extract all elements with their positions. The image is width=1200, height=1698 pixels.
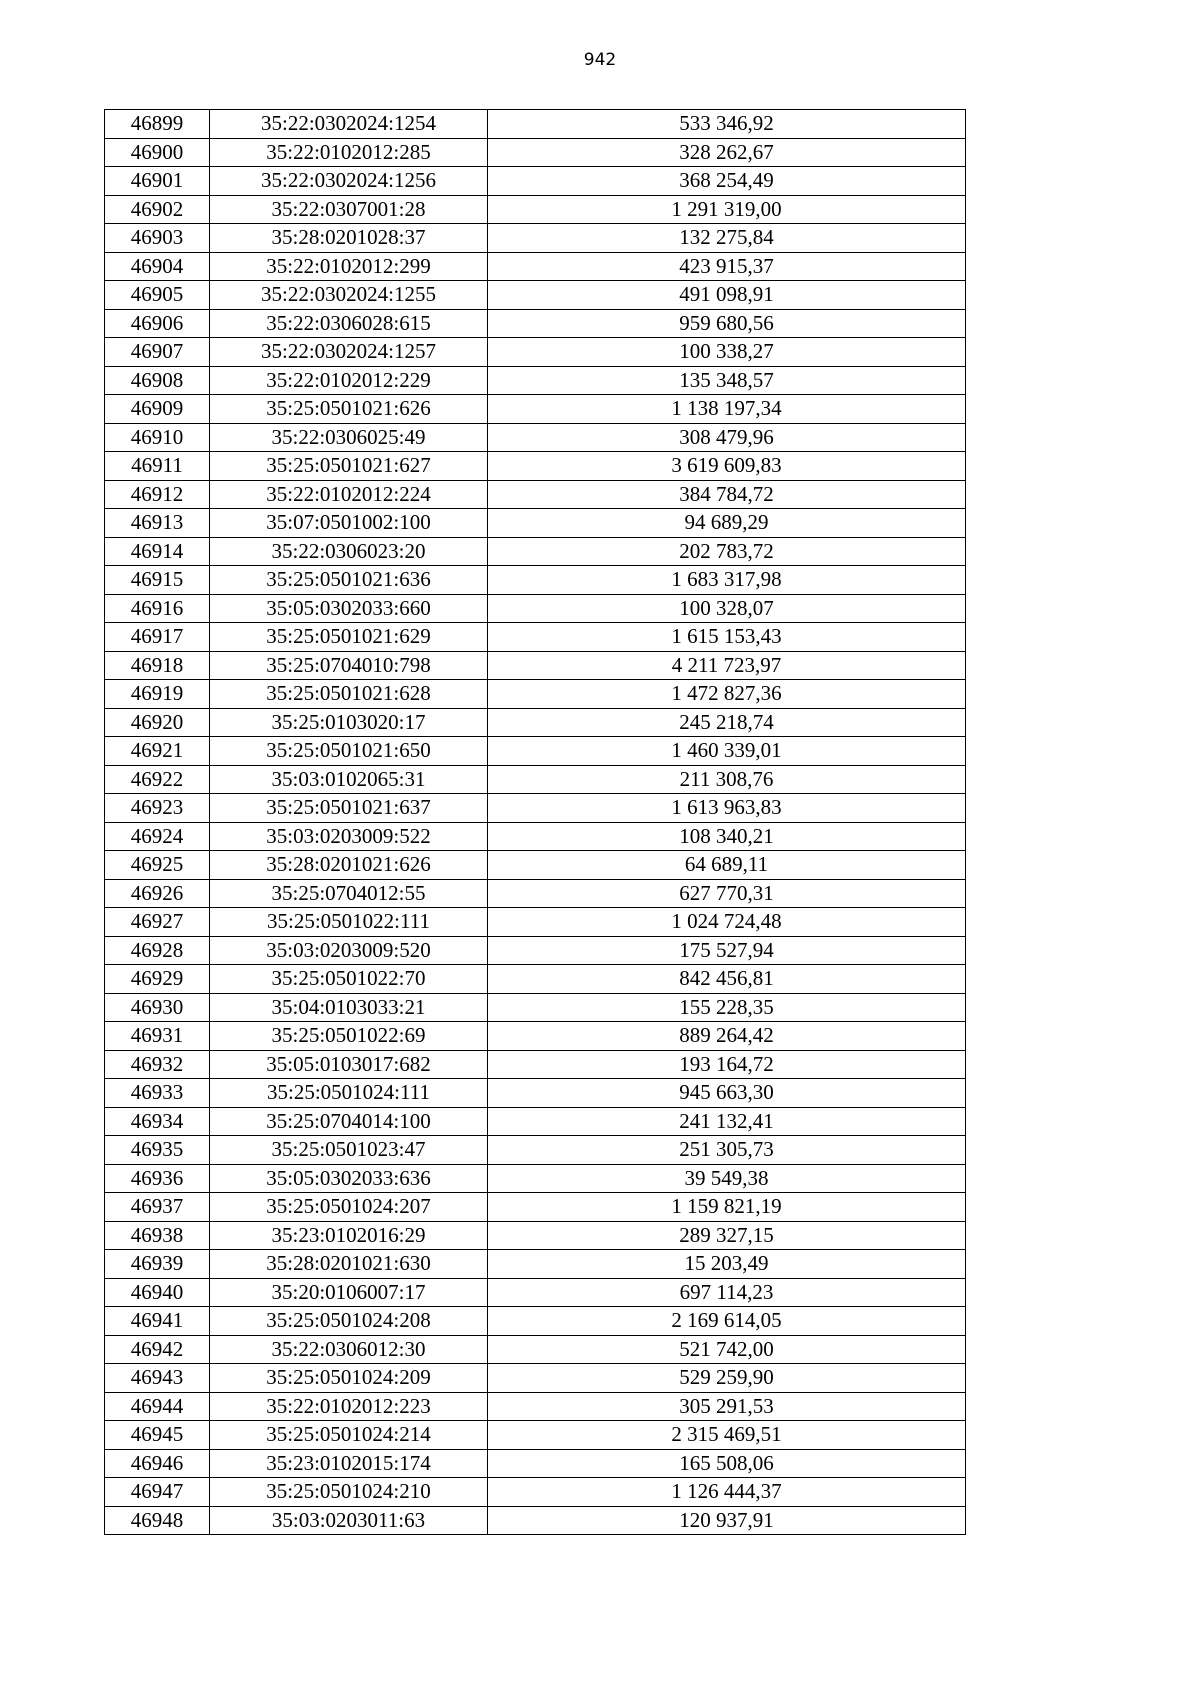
row-number-cell: 46923 (105, 794, 210, 823)
cadastral-value-cell: 15 203,49 (488, 1250, 966, 1279)
table-row (105, 851, 966, 880)
row-number-cell: 46901 (105, 167, 210, 196)
cadastral-number-cell: 35:22:0102012:299 (210, 252, 488, 281)
row-number-cell: 46911 (105, 452, 210, 481)
table-row (105, 1449, 966, 1478)
cadastral-value-cell: 64 689,11 (488, 851, 966, 880)
cadastral-value-cell: 202 783,72 (488, 537, 966, 566)
cadastral-number-cell: 35:23:0102016:29 (210, 1221, 488, 1250)
cadastral-value-cell: 1 613 963,83 (488, 794, 966, 823)
cadastral-value-cell: 697 114,23 (488, 1278, 966, 1307)
cadastral-number-cell: 35:25:0103020:17 (210, 708, 488, 737)
cadastral-value-cell: 1 460 339,01 (488, 737, 966, 766)
row-number-cell: 46918 (105, 651, 210, 680)
cadastral-number-cell: 35:25:0501021:628 (210, 680, 488, 709)
row-number-cell: 46944 (105, 1392, 210, 1421)
cadastral-number-cell: 35:03:0203011:63 (210, 1506, 488, 1535)
cadastral-value-cell: 135 348,57 (488, 366, 966, 395)
cadastral-number-cell: 35:22:0302024:1254 (210, 110, 488, 139)
row-number-cell: 46947 (105, 1478, 210, 1507)
row-number-cell: 46904 (105, 252, 210, 281)
table-row (105, 1364, 966, 1393)
cadastral-number-cell: 35:22:0102012:224 (210, 480, 488, 509)
row-number-cell: 46946 (105, 1449, 210, 1478)
cadastral-value-cell: 1 024 724,48 (488, 908, 966, 937)
cadastral-value-cell: 120 937,91 (488, 1506, 966, 1535)
row-number-cell: 46943 (105, 1364, 210, 1393)
cadastral-number-cell: 35:25:0501024:111 (210, 1079, 488, 1108)
table-row (105, 936, 966, 965)
cadastral-value-cell: 165 508,06 (488, 1449, 966, 1478)
cadastral-value-cell: 100 328,07 (488, 594, 966, 623)
table-row (105, 138, 966, 167)
cadastral-number-cell: 35:22:0302024:1256 (210, 167, 488, 196)
row-number-cell: 46938 (105, 1221, 210, 1250)
table-body (105, 110, 966, 1535)
table-row (105, 423, 966, 452)
row-number-cell: 46900 (105, 138, 210, 167)
cadastral-number-cell: 35:25:0501021:637 (210, 794, 488, 823)
cadastral-value-cell: 491 098,91 (488, 281, 966, 310)
table-row (105, 452, 966, 481)
cadastral-value-cell: 2 315 469,51 (488, 1421, 966, 1450)
cadastral-value-cell: 39 549,38 (488, 1164, 966, 1193)
cadastral-number-cell: 35:03:0203009:520 (210, 936, 488, 965)
cadastral-value-cell: 945 663,30 (488, 1079, 966, 1108)
row-number-cell: 46909 (105, 395, 210, 424)
table-row (105, 1250, 966, 1279)
table-row (105, 1050, 966, 1079)
row-number-cell: 46917 (105, 623, 210, 652)
cadastral-number-cell: 35:28:0201028:37 (210, 224, 488, 253)
cadastral-value-cell: 289 327,15 (488, 1221, 966, 1250)
row-number-cell: 46907 (105, 338, 210, 367)
table-row (105, 566, 966, 595)
row-number-cell: 46919 (105, 680, 210, 709)
row-number-cell: 46908 (105, 366, 210, 395)
row-number-cell: 46945 (105, 1421, 210, 1450)
row-number-cell: 46930 (105, 993, 210, 1022)
table-row (105, 1136, 966, 1165)
cadastral-value-cell: 1 138 197,34 (488, 395, 966, 424)
row-number-cell: 46935 (105, 1136, 210, 1165)
cadastral-number-cell: 35:23:0102015:174 (210, 1449, 488, 1478)
cadastral-number-cell: 35:25:0501021:627 (210, 452, 488, 481)
table-row (105, 537, 966, 566)
cadastral-number-cell: 35:25:0501021:626 (210, 395, 488, 424)
table-row (105, 623, 966, 652)
cadastral-number-cell: 35:25:0704010:798 (210, 651, 488, 680)
row-number-cell: 46922 (105, 765, 210, 794)
cadastral-number-cell: 35:22:0302024:1255 (210, 281, 488, 310)
cadastral-value-cell: 193 164,72 (488, 1050, 966, 1079)
cadastral-value-cell: 1 472 827,36 (488, 680, 966, 709)
cadastral-number-cell: 35:25:0501022:69 (210, 1022, 488, 1051)
row-number-cell: 46948 (105, 1506, 210, 1535)
table-row (105, 224, 966, 253)
table-row (105, 1335, 966, 1364)
cadastral-number-cell: 35:28:0201021:630 (210, 1250, 488, 1279)
cadastral-number-cell: 35:03:0203009:522 (210, 822, 488, 851)
cadastral-value-cell: 368 254,49 (488, 167, 966, 196)
table-row (105, 680, 966, 709)
table-row (105, 908, 966, 937)
cadastral-number-cell: 35:25:0501024:209 (210, 1364, 488, 1393)
row-number-cell: 46926 (105, 879, 210, 908)
row-number-cell: 46924 (105, 822, 210, 851)
table-row (105, 167, 966, 196)
cadastral-value-cell: 1 615 153,43 (488, 623, 966, 652)
cadastral-value-cell: 533 346,92 (488, 110, 966, 139)
row-number-cell: 46905 (105, 281, 210, 310)
table-row (105, 1022, 966, 1051)
cadastral-value-cell: 842 456,81 (488, 965, 966, 994)
table-row (105, 480, 966, 509)
table-row (105, 1221, 966, 1250)
cadastral-number-cell: 35:25:0501022:111 (210, 908, 488, 937)
row-number-cell: 46931 (105, 1022, 210, 1051)
table-row (105, 737, 966, 766)
row-number-cell: 46929 (105, 965, 210, 994)
cadastral-value-cell: 529 259,90 (488, 1364, 966, 1393)
cadastral-value-cell: 423 915,37 (488, 252, 966, 281)
row-number-cell: 46942 (105, 1335, 210, 1364)
row-number-cell: 46915 (105, 566, 210, 595)
cadastral-number-cell: 35:22:0102012:285 (210, 138, 488, 167)
cadastral-number-cell: 35:05:0103017:682 (210, 1050, 488, 1079)
cadastral-value-cell: 521 742,00 (488, 1335, 966, 1364)
cadastral-value-cell: 175 527,94 (488, 936, 966, 965)
cadastral-value-cell: 94 689,29 (488, 509, 966, 538)
row-number-cell: 46925 (105, 851, 210, 880)
cadastral-value-cell: 3 619 609,83 (488, 452, 966, 481)
table-row (105, 993, 966, 1022)
table-row (105, 651, 966, 680)
cadastral-number-cell: 35:22:0302024:1257 (210, 338, 488, 367)
cadastral-value-cell: 108 340,21 (488, 822, 966, 851)
row-number-cell: 46914 (105, 537, 210, 566)
row-number-cell: 46940 (105, 1278, 210, 1307)
row-number-cell: 46939 (105, 1250, 210, 1279)
row-number-cell: 46928 (105, 936, 210, 965)
cadastral-value-cell: 959 680,56 (488, 309, 966, 338)
cadastral-number-cell: 35:25:0501024:207 (210, 1193, 488, 1222)
cadastral-value-cell: 308 479,96 (488, 423, 966, 452)
cadastral-number-cell: 35:22:0306023:20 (210, 537, 488, 566)
table-row (105, 1307, 966, 1336)
cadastral-number-cell: 35:25:0704012:55 (210, 879, 488, 908)
table-row (105, 879, 966, 908)
cadastral-number-cell: 35:25:0501024:214 (210, 1421, 488, 1450)
cadastral-number-cell: 35:20:0106007:17 (210, 1278, 488, 1307)
cadastral-number-cell: 35:03:0102065:31 (210, 765, 488, 794)
table-row (105, 1278, 966, 1307)
table-row (105, 338, 966, 367)
row-number-cell: 46912 (105, 480, 210, 509)
table-row (105, 594, 966, 623)
cadastral-number-cell: 35:05:0302033:660 (210, 594, 488, 623)
cadastral-value-cell: 328 262,67 (488, 138, 966, 167)
table-row (105, 708, 966, 737)
cadastral-value-cell: 1 683 317,98 (488, 566, 966, 595)
table-row (105, 1164, 966, 1193)
page-number: 942 (583, 50, 617, 70)
row-number-cell: 46902 (105, 195, 210, 224)
row-number-cell: 46906 (105, 309, 210, 338)
table-row (105, 1421, 966, 1450)
table-row (105, 822, 966, 851)
cadastral-number-cell: 35:04:0103033:21 (210, 993, 488, 1022)
cadastral-value-cell: 4 211 723,97 (488, 651, 966, 680)
cadastral-number-cell: 35:22:0307001:28 (210, 195, 488, 224)
table-row (105, 195, 966, 224)
cadastral-number-cell: 35:25:0501024:208 (210, 1307, 488, 1336)
cadastral-value-cell: 305 291,53 (488, 1392, 966, 1421)
row-number-cell: 46934 (105, 1107, 210, 1136)
table-row (105, 252, 966, 281)
row-number-cell: 46916 (105, 594, 210, 623)
cadastral-value-cell: 100 338,27 (488, 338, 966, 367)
cadastral-number-cell: 35:22:0306012:30 (210, 1335, 488, 1364)
row-number-cell: 46941 (105, 1307, 210, 1336)
row-number-cell: 46920 (105, 708, 210, 737)
table-row (105, 110, 966, 139)
table-row (105, 1506, 966, 1535)
row-number-cell: 46937 (105, 1193, 210, 1222)
cadastral-number-cell: 35:25:0501021:650 (210, 737, 488, 766)
cadastral-value-cell: 245 218,74 (488, 708, 966, 737)
table-row (105, 1079, 966, 1108)
cadastral-value-cell: 211 308,76 (488, 765, 966, 794)
table-row (105, 765, 966, 794)
table-row (105, 309, 966, 338)
table-row (105, 1193, 966, 1222)
cadastral-value-cell: 132 275,84 (488, 224, 966, 253)
cadastral-number-cell: 35:25:0501023:47 (210, 1136, 488, 1165)
cadastral-number-cell: 35:05:0302033:636 (210, 1164, 488, 1193)
cadastral-number-cell: 35:22:0102012:223 (210, 1392, 488, 1421)
table-row (105, 1392, 966, 1421)
cadastral-value-cell: 1 159 821,19 (488, 1193, 966, 1222)
cadastral-number-cell: 35:25:0501021:629 (210, 623, 488, 652)
row-number-cell: 46903 (105, 224, 210, 253)
cadastral-value-cell: 627 770,31 (488, 879, 966, 908)
cadastral-value-cell: 384 784,72 (488, 480, 966, 509)
table-row (105, 794, 966, 823)
cadastral-value-cell: 2 169 614,05 (488, 1307, 966, 1336)
cadastral-number-cell: 35:28:0201021:626 (210, 851, 488, 880)
row-number-cell: 46910 (105, 423, 210, 452)
cadastral-number-cell: 35:07:0501002:100 (210, 509, 488, 538)
table-row (105, 509, 966, 538)
table-row (105, 1478, 966, 1507)
table-row (105, 281, 966, 310)
cadastral-value-cell: 241 132,41 (488, 1107, 966, 1136)
cadastral-value-cell: 1 126 444,37 (488, 1478, 966, 1507)
row-number-cell: 46899 (105, 110, 210, 139)
cadastral-number-cell: 35:22:0306025:49 (210, 423, 488, 452)
cadastral-number-cell: 35:22:0102012:229 (210, 366, 488, 395)
cadastral-value-table (104, 109, 966, 1535)
cadastral-number-cell: 35:25:0501022:70 (210, 965, 488, 994)
cadastral-value-cell: 1 291 319,00 (488, 195, 966, 224)
cadastral-value-cell: 251 305,73 (488, 1136, 966, 1165)
row-number-cell: 46933 (105, 1079, 210, 1108)
row-number-cell: 46936 (105, 1164, 210, 1193)
cadastral-value-cell: 889 264,42 (488, 1022, 966, 1051)
table-row (105, 366, 966, 395)
row-number-cell: 46927 (105, 908, 210, 937)
cadastral-number-cell: 35:25:0704014:100 (210, 1107, 488, 1136)
cadastral-number-cell: 35:22:0306028:615 (210, 309, 488, 338)
row-number-cell: 46932 (105, 1050, 210, 1079)
cadastral-number-cell: 35:25:0501021:636 (210, 566, 488, 595)
table-row (105, 965, 966, 994)
row-number-cell: 46921 (105, 737, 210, 766)
table-row (105, 395, 966, 424)
cadastral-number-cell: 35:25:0501024:210 (210, 1478, 488, 1507)
table-row (105, 1107, 966, 1136)
cadastral-value-cell: 155 228,35 (488, 993, 966, 1022)
row-number-cell: 46913 (105, 509, 210, 538)
